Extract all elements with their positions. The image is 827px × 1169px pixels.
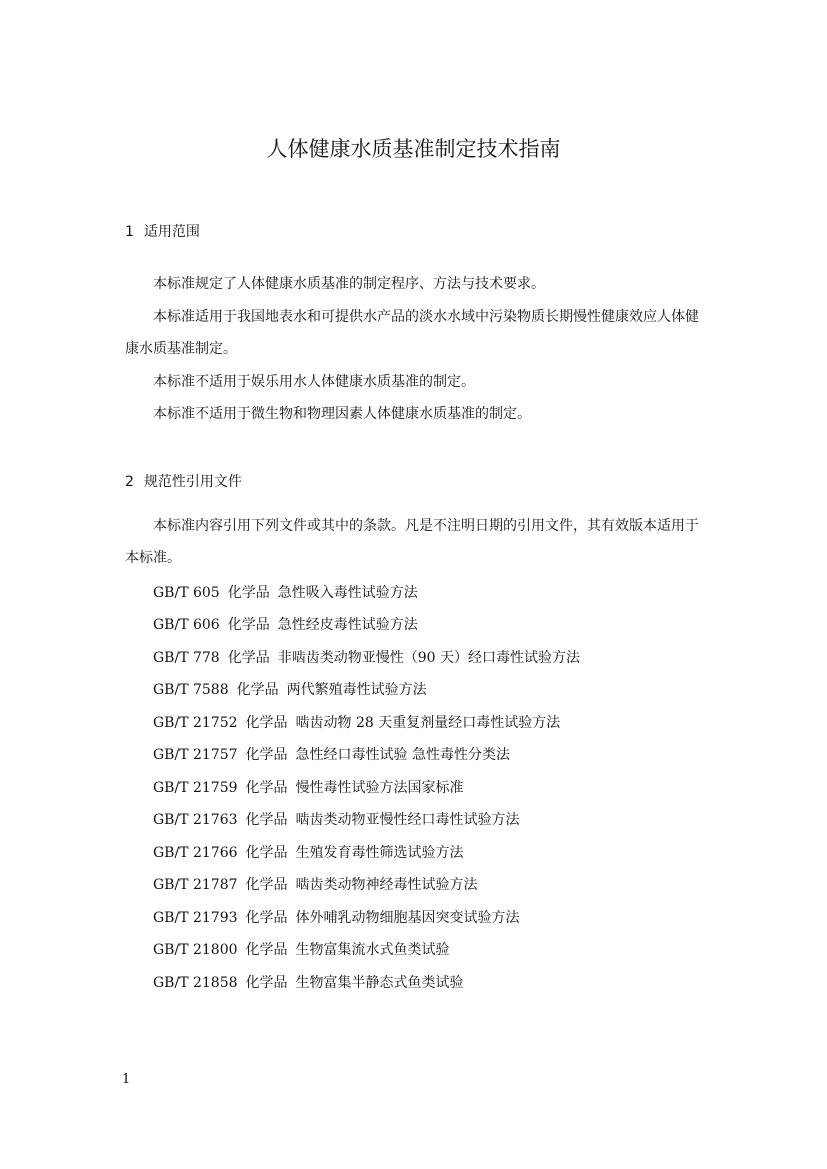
paragraph: 本标准内容引用下列文件或其中的条款。凡是不注明日期的引用文件，其有效版本适用于本标准。: [125, 518, 699, 566]
reference-item: GB/T 7588 化学品 两代繁殖毒性试验方法: [153, 682, 427, 698]
reference-item: GB/T 21766 化学品 生殖发育毒性筛选试验方法: [153, 845, 464, 861]
reference-item: GB/T 778 化学品 非啮齿类动物亚慢性（90 天）经口毒性试验方法: [153, 650, 580, 666]
section-title: 适用范围: [143, 224, 200, 240]
reference-item: GB/T 21793 化学品 体外哺乳动物细胞基因突变试验方法: [153, 910, 520, 926]
reference-item: GB/T 605 化学品 急性吸入毒性试验方法: [153, 585, 418, 601]
page-number: 1: [122, 1072, 131, 1087]
paragraph: 本标准不适用于微生物和物理因素人体健康水质基准的制定。: [153, 406, 531, 422]
paragraph: 本标准适用于我国地表水和可提供水产品的淡水水域中污染物质长期慢性健康效应人体健康水质基准制定。: [125, 309, 699, 357]
section-1-heading: [125, 221, 200, 241]
reference-item: GB/T 21759 化学品 慢性毒性试验方法国家标准: [153, 780, 464, 796]
reference-item: GB/T 21858 化学品 生物富集半静态式鱼类试验: [153, 975, 464, 991]
reference-item: GB/T 21752 化学品 啮齿动物 28 天重复剂量经口毒性试验方法: [153, 715, 561, 731]
section-2-heading: [125, 471, 242, 491]
section-title: 规范性引用文件: [143, 474, 242, 490]
reference-item: GB/T 21800 化学品 生物富集流水式鱼类试验: [153, 942, 450, 958]
paragraph: 本标准不适用于娱乐用水人体健康水质基准的制定。: [153, 374, 475, 390]
document-title: 人体健康水质基准制定技术指南: [266, 137, 561, 161]
reference-item: GB/T 21787 化学品 啮齿类动物神经毒性试验方法: [153, 877, 478, 893]
reference-item: GB/T 21763 化学品 啮齿类动物亚慢性经口毒性试验方法: [153, 812, 520, 828]
reference-item: GB/T 21757 化学品 急性经口毒性试验 急性毒性分类法: [153, 747, 510, 763]
section-number: 2: [125, 474, 134, 490]
paragraph: 本标准规定了人体健康水质基准的制定程序、方法与技术要求。: [153, 276, 545, 292]
reference-item: GB/T 606 化学品 急性经皮毒性试验方法: [153, 617, 418, 633]
section-number: 1: [125, 224, 134, 240]
